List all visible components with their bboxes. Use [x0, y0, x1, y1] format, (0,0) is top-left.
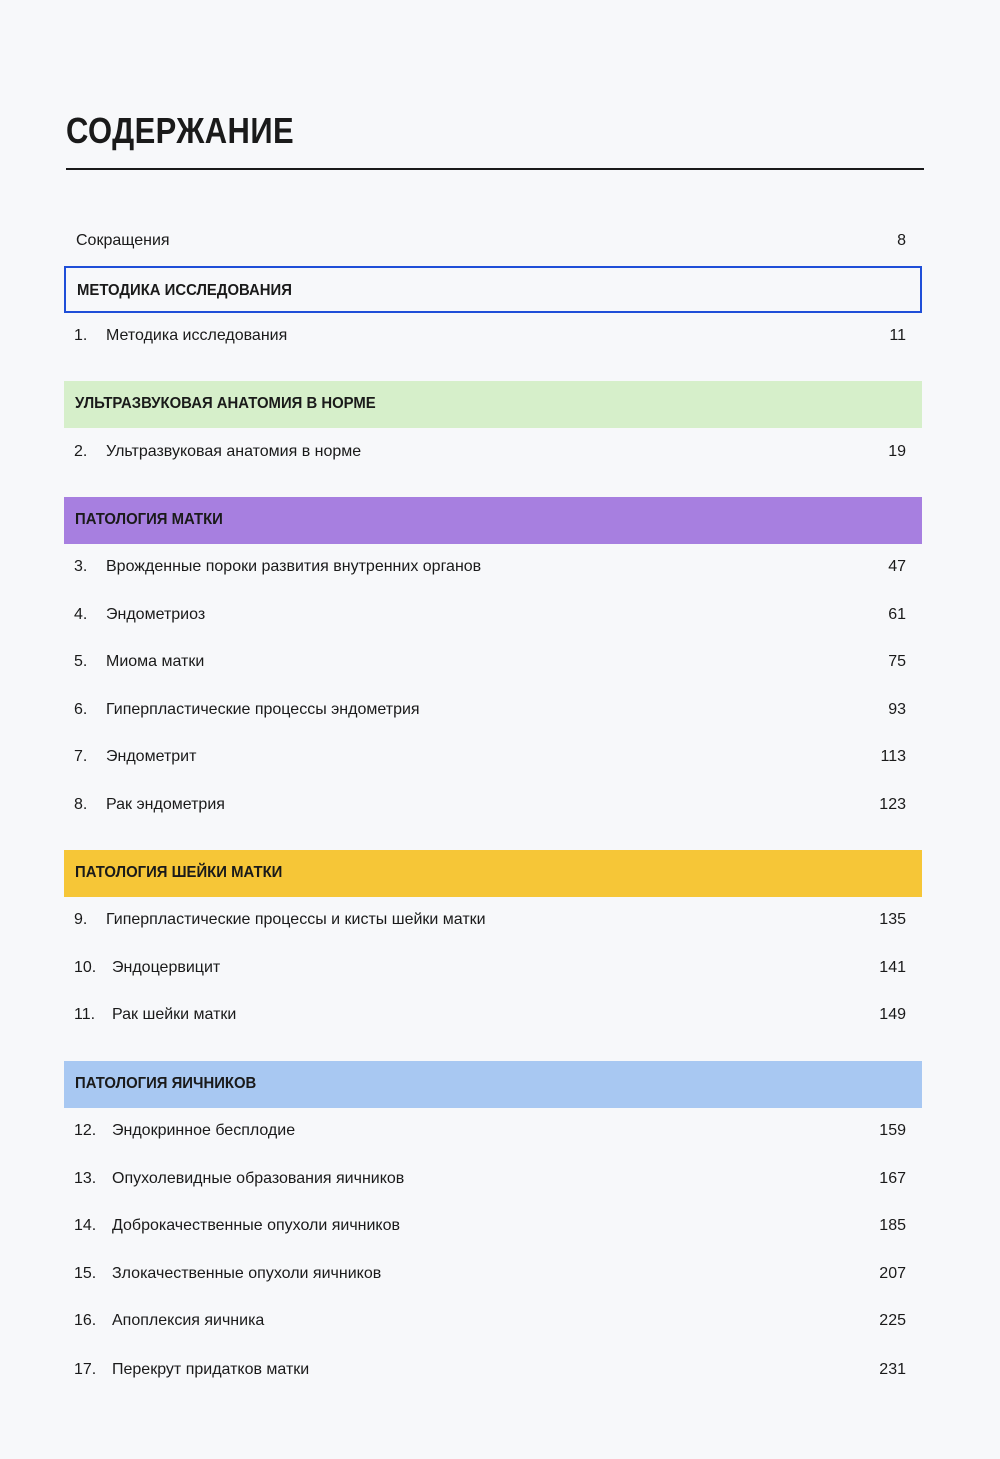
toc-entry-page: 75 — [888, 653, 906, 670]
toc-entry-label: Миома матки — [106, 653, 205, 670]
toc-entry-page: 93 — [888, 701, 906, 718]
toc-entry-number: 3. — [74, 558, 88, 575]
toc-entry-number: 6. — [74, 701, 88, 718]
section-title: ПАТОЛОГИЯ ШЕЙКИ МАТКИ — [75, 864, 283, 881]
toc-entry-page: 47 — [888, 558, 906, 575]
toc-entry-label: Ультразвуковая анатомия в норме — [106, 443, 362, 460]
toc-entry-label: Опухолевидные образования яичников — [112, 1170, 405, 1187]
toc-entry-number: 15. — [74, 1265, 97, 1282]
toc-entry-page: 207 — [879, 1265, 906, 1282]
title-divider — [66, 168, 924, 170]
toc-entry[interactable] — [64, 1006, 922, 1030]
toc-entry[interactable] — [64, 1217, 922, 1241]
toc-entry-label: Рак эндометрия — [106, 796, 225, 813]
toc-entry-number: 1. — [74, 327, 88, 344]
toc-entry[interactable] — [64, 701, 922, 725]
toc-entry-number: 5. — [74, 653, 88, 670]
toc-entry-page: 167 — [879, 1170, 906, 1187]
toc-entry[interactable] — [64, 558, 922, 582]
toc-entry[interactable] — [64, 1122, 922, 1146]
toc-entry-page: 185 — [879, 1217, 906, 1234]
toc-entry-number: 2. — [74, 443, 88, 460]
toc-entry-number: 12. — [74, 1122, 97, 1139]
toc-entry-page: 123 — [879, 796, 906, 813]
toc-entry[interactable] — [64, 1265, 922, 1289]
toc-entry-page: 231 — [879, 1361, 906, 1378]
section-title: УЛЬТРАЗВУКОВАЯ АНАТОМИЯ В НОРМЕ — [75, 395, 376, 412]
toc-entry[interactable] — [64, 796, 922, 820]
section-header[interactable] — [64, 381, 922, 428]
toc-entry-label: Апоплексия яичника — [112, 1312, 265, 1329]
toc-entry-label: Злокачественные опухоли яичников — [112, 1265, 382, 1282]
toc-entry[interactable] — [64, 1312, 922, 1336]
toc-entry-page: 19 — [888, 443, 906, 460]
section-header[interactable] — [64, 497, 922, 544]
toc-entry-label: Гиперпластические процессы эндометрия — [106, 701, 420, 718]
toc-entry[interactable] — [64, 443, 922, 467]
toc-entry-number: 13. — [74, 1170, 97, 1187]
toc-entry-number: 14. — [74, 1217, 97, 1234]
toc-entry-label: Эндометриоз — [106, 606, 206, 623]
toc-entry-page: 61 — [888, 606, 906, 623]
toc-entry[interactable] — [64, 327, 922, 351]
toc-entry[interactable] — [64, 1361, 922, 1385]
toc-entry[interactable] — [64, 959, 922, 983]
section-header[interactable] — [64, 850, 922, 897]
toc-entry-page: 8 — [897, 232, 906, 249]
toc-entry-page: 225 — [879, 1312, 906, 1329]
toc-entry-label: Эндоцервицит — [112, 959, 221, 976]
toc-entry-label: Сокращения — [76, 232, 170, 249]
toc-entry[interactable] — [64, 748, 922, 772]
toc-entry[interactable] — [64, 1170, 922, 1194]
toc-entry-label: Эндометрит — [106, 748, 197, 765]
toc-entry-number: 8. — [74, 796, 88, 813]
page-title: СОДЕРЖАНИЕ — [66, 110, 295, 151]
section-header[interactable] — [64, 266, 922, 313]
toc-entry-page: 113 — [880, 748, 906, 765]
toc-entry-label: Врожденные пороки развития внутренних органов — [106, 558, 482, 575]
toc-entry-page: 141 — [879, 959, 906, 976]
section-title: МЕТОДИКА ИССЛЕДОВАНИЯ — [77, 282, 292, 299]
toc-entry-number: 17. — [74, 1361, 97, 1378]
toc-entry-number: 10. — [74, 959, 97, 976]
toc-entry-number: 7. — [74, 748, 88, 765]
section-title: ПАТОЛОГИЯ МАТКИ — [75, 511, 223, 528]
toc-entry-label: Методика исследования — [106, 327, 288, 344]
toc-entry-page: 149 — [879, 1006, 906, 1023]
section-header[interactable] — [64, 1061, 922, 1108]
toc-entry-label: Рак шейки матки — [112, 1006, 237, 1023]
toc-entry-page: 135 — [879, 911, 906, 928]
toc-entry-page: 159 — [879, 1122, 906, 1139]
toc-entry-label: Доброкачественные опухоли яичников — [112, 1217, 401, 1234]
toc-entry-abbreviations[interactable] — [64, 232, 922, 256]
toc-entry-number: 4. — [74, 606, 88, 623]
toc-entry-number: 11. — [74, 1006, 96, 1023]
toc-entry[interactable] — [64, 653, 922, 677]
toc-entry-number: 16. — [74, 1312, 97, 1329]
toc-entry[interactable] — [64, 911, 922, 935]
toc-entry[interactable] — [64, 606, 922, 630]
toc-entry-label: Перекрут придатков матки — [112, 1361, 310, 1378]
section-title: ПАТОЛОГИЯ ЯИЧНИКОВ — [75, 1075, 257, 1092]
toc-entry-number: 9. — [74, 911, 88, 928]
toc-entry-label: Гиперпластические процессы и кисты шейки матки — [106, 911, 486, 928]
toc-entry-label: Эндокринное бесплодие — [112, 1122, 296, 1139]
toc-entry-page: 11 — [889, 327, 906, 344]
